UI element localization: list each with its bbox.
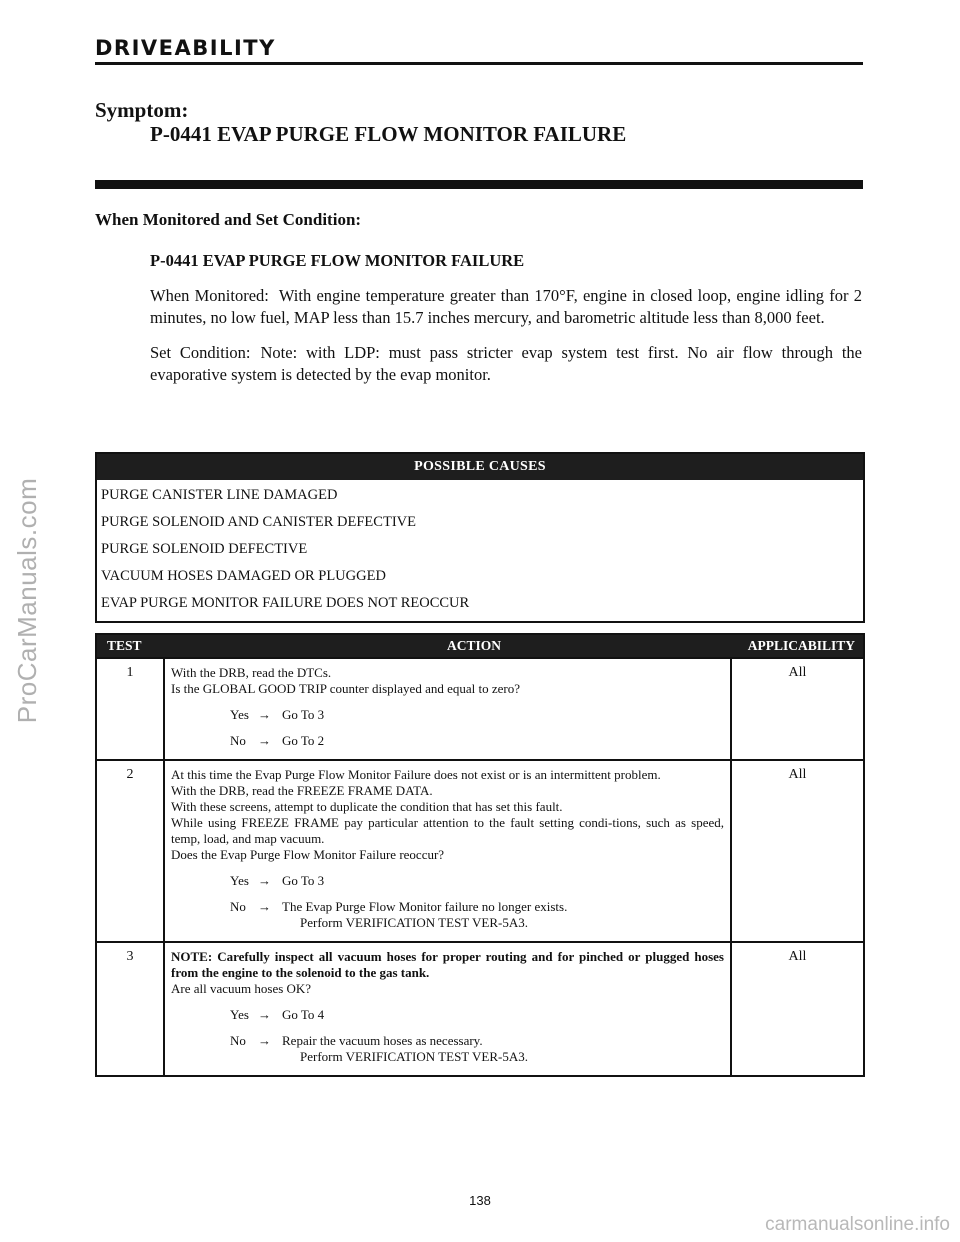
no-result: Repair the vacuum hoses as necessary. <box>282 1033 483 1048</box>
test-number: 3 <box>97 943 165 1075</box>
test-applicability: All <box>788 949 807 964</box>
no-label: No <box>230 733 246 748</box>
test-row <box>97 657 863 759</box>
bottom-watermark: carmanualsonline.info <box>765 1214 950 1235</box>
test-table <box>95 633 865 1077</box>
action-line: Does the Evap Purge Flow Monitor Failure reoccur? <box>171 847 445 862</box>
left-watermark-text: ProCarManuals.com <box>12 477 43 723</box>
action-note: NOTE: Carefully inspect all vacuum hoses for proper routing and for pinched or plugged hoses from the engine to the solenoid to the gas tank. <box>171 949 724 980</box>
arrow-icon: → <box>258 1007 271 1022</box>
no-option <box>171 733 724 749</box>
yes-result: Go To 4 <box>282 1007 325 1022</box>
possible-causes-header: POSSIBLE CAUSES <box>97 454 863 480</box>
conditions-subtitle: P-0441 EVAP PURGE FLOW MONITOR FAILURE <box>150 251 525 270</box>
no-option <box>171 899 724 931</box>
arrow-icon: → <box>258 873 271 888</box>
possible-causes-list <box>97 480 863 621</box>
no-label: No <box>230 899 246 914</box>
test-applicability: All <box>788 767 807 782</box>
no-result: Perform VERIFICATION TEST VER-5A3. <box>300 1049 528 1064</box>
arrow-icon: → <box>258 899 271 914</box>
test-action <box>165 761 732 941</box>
cause-item: PURGE SOLENOID AND CANISTER DEFECTIVE <box>101 514 416 530</box>
yes-option <box>171 707 724 723</box>
symptom-title: P-0441 EVAP PURGE FLOW MONITOR FAILURE <box>150 122 627 146</box>
yes-option <box>171 1007 724 1023</box>
action-line: Is the GLOBAL GOOD TRIP counter displayed and equal to zero? <box>171 681 520 696</box>
cause-item: VACUUM HOSES DAMAGED OR PLUGGED <box>101 568 386 584</box>
test-table-header <box>97 635 863 657</box>
conditions-heading: When Monitored and Set Condition: <box>95 210 362 229</box>
action-line: With these screens, attempt to duplicate the condition that has set this fault. <box>171 799 563 814</box>
when-monitored-text: With engine temperature greater than 170°F, engine in closed loop, engine idling for 2 minutes, no low fuel, MAP less than 15.7 inches mercury, and barometric altitude less than 8,000 feet. <box>150 286 863 327</box>
no-result: Go To 2 <box>282 733 325 748</box>
yes-option <box>171 873 724 889</box>
set-condition-label: Set Condition: <box>150 343 251 362</box>
no-result: The Evap Purge Flow Monitor failure no longer exists. <box>282 899 568 914</box>
arrow-icon: → <box>258 1033 271 1048</box>
action-line: At this time the Evap Purge Flow Monitor Failure does not exist or is an intermittent problem. <box>171 767 661 782</box>
test-number: 1 <box>97 659 165 759</box>
test-action <box>165 659 732 759</box>
action-line: Are all vacuum hoses OK? <box>171 981 312 996</box>
section-divider <box>95 180 863 189</box>
page-number: 138 <box>469 1193 491 1208</box>
section-header: DRIVEABILITY <box>95 36 863 65</box>
conditions-body <box>150 250 862 399</box>
test-row <box>97 941 863 1075</box>
cause-item: PURGE SOLENOID DEFECTIVE <box>101 541 308 557</box>
when-monitored-label: When Monitored: <box>150 286 269 305</box>
test-row <box>97 759 863 941</box>
action-line: While using FREEZE FRAME pay particular attention to the fault setting condi-tions, such as speed, temp, load, and map vacuum. <box>171 815 724 846</box>
test-number: 2 <box>97 761 165 941</box>
test-action <box>165 943 732 1075</box>
when-monitored-paragraph <box>150 285 862 329</box>
yes-result: Go To 3 <box>282 707 325 722</box>
header-applicability: APPLICABILITY <box>747 638 855 653</box>
header-action: ACTION <box>447 638 502 653</box>
set-condition-text: Note: with LDP: must pass stricter evap system test first. No air flow through the evaporative system is detected by the evap monitor. <box>150 343 862 384</box>
arrow-icon: → <box>258 733 271 748</box>
header-test: TEST <box>107 638 142 653</box>
action-line: With the DRB, read the FREEZE FRAME DATA. <box>171 783 433 798</box>
no-result: Perform VERIFICATION TEST VER-5A3. <box>300 915 528 930</box>
action-line: With the DRB, read the DTCs. <box>171 665 332 680</box>
yes-label: Yes <box>230 1007 249 1022</box>
left-watermark <box>8 300 48 900</box>
arrow-icon: → <box>258 707 271 722</box>
yes-label: Yes <box>230 707 249 722</box>
possible-causes-box <box>95 452 865 623</box>
cause-item: EVAP PURGE MONITOR FAILURE DOES NOT REOCCUR <box>101 595 470 611</box>
cause-item: PURGE CANISTER LINE DAMAGED <box>101 487 338 503</box>
set-condition-paragraph <box>150 342 862 386</box>
no-option <box>171 1033 724 1065</box>
symptom-label: Symptom: <box>95 98 189 122</box>
test-applicability: All <box>788 665 807 680</box>
no-label: No <box>230 1033 246 1048</box>
yes-result: Go To 3 <box>282 873 325 888</box>
yes-label: Yes <box>230 873 249 888</box>
